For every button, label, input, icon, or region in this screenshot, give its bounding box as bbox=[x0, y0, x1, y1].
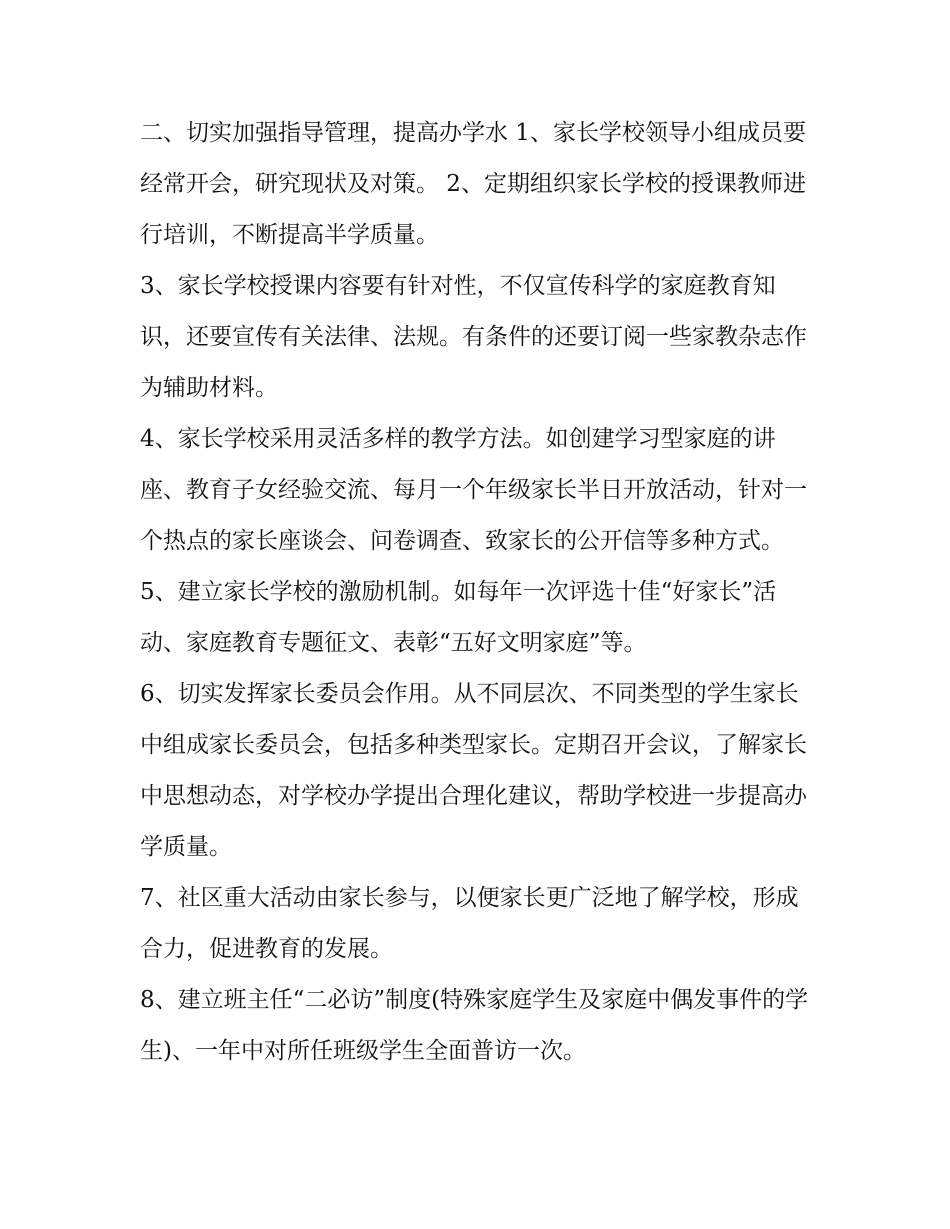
paragraph-6: 6、切实发挥家长委员会作用。从不同层次、不同类型的学生家长中组成家长委员会，包括多种类型家长。定期召开会议，了解家长中思想动态，对学校办学提出合理化建议，帮助学校进一步提高办学质量。 bbox=[140, 681, 807, 860]
paragraph-8: 8、建立班主任“二必访”制度(特殊家庭学生及家庭中偶发事件的学生)、一年中对所任班级学生全面普访一次。 bbox=[140, 987, 809, 1064]
paragraph-7: 7、社区重大活动由家长参与，以便家长更广泛地了解学校，形成合力，促进教育的发展。 bbox=[140, 885, 799, 962]
document-body bbox=[140, 108, 820, 1077]
paragraph-3: 3、家长学校授课内容要有针对性，不仅宣传科学的家庭教育知识，还要宣传有关法律、法规。有条件的还要订阅一些家教杂志作为辅助材料。 bbox=[140, 273, 807, 401]
paragraph-2: 二、切实加强指导管理，提高办学水 1、家长学校领导小组成员要经常开会，研究现状及对策。 2、定期组织家长学校的授课教师进行培训，不断提高半学质量。 bbox=[140, 120, 806, 248]
paragraph-5: 5、建立家长学校的激励机制。如每年一次评选十佳“好家长”活动、家庭教育专题征文、表彰“五好文明家庭”等。 bbox=[140, 579, 777, 656]
paragraph-4: 4、家长学校采用灵活多样的教学方法。如创建学习型家庭的讲座、教育子女经验交流、每月一个年级家长半日开放活动，针对一个热点的家长座谈会、问卷调查、致家长的公开信等多种方式。 bbox=[140, 426, 807, 554]
